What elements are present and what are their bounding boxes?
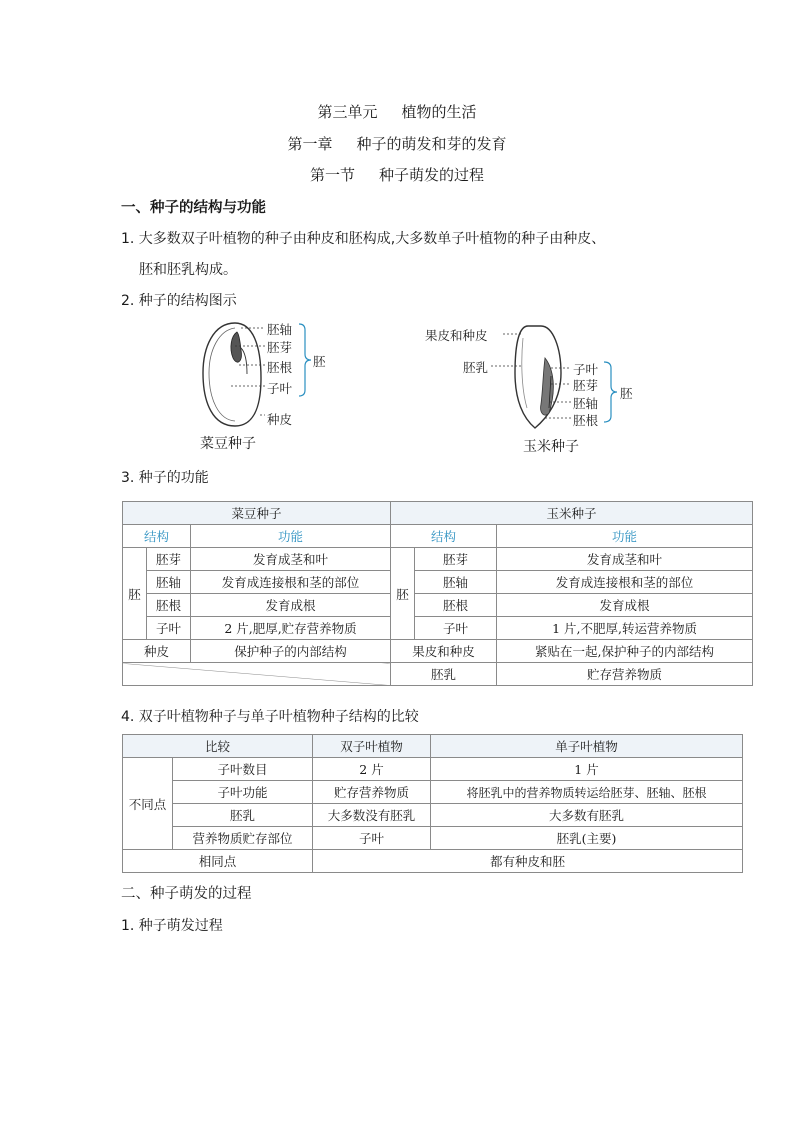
table-cell: 发育成根	[497, 594, 753, 617]
item4-text: 4. 双子叶植物种子与单子叶植物种子结构的比较	[121, 709, 419, 725]
table-cell: 种皮	[123, 640, 191, 663]
table-row	[123, 617, 753, 640]
empty-diagonal-cell	[123, 663, 391, 686]
corn-label-plumule: 胚芽	[573, 378, 599, 393]
table-cell: 发育成茎和叶	[497, 548, 753, 571]
table-cell: 果皮和种皮	[391, 640, 497, 663]
bean-seed-diagram	[195, 318, 345, 453]
part2-item1: 1. 种子萌发过程	[121, 918, 223, 934]
table-row	[123, 850, 743, 873]
table-row	[123, 502, 753, 525]
corn-label-cotyledon: 子叶	[573, 362, 599, 377]
table-cell: 发育成根	[191, 594, 391, 617]
table-cell: 营养物质贮存部位	[173, 827, 313, 850]
table-row	[123, 758, 743, 781]
table-cell: 胚芽	[147, 548, 191, 571]
table-cell: 大多数有胚乳	[431, 804, 743, 827]
item1-line2: 胚和胚乳构成。	[139, 262, 237, 278]
table-cell: 2 片	[313, 758, 431, 781]
bean-structure-header: 结构	[123, 525, 191, 548]
bean-function-header: 功能	[191, 525, 391, 548]
table-cell: 保护种子的内部结构	[191, 640, 391, 663]
table-cell: 胚乳	[391, 663, 497, 686]
bean-label-plumule: 胚芽	[267, 340, 293, 355]
table-cell: 紧贴在一起,保护种子的内部结构	[497, 640, 753, 663]
table-cell: 1 片	[431, 758, 743, 781]
table-cell: 发育成茎和叶	[191, 548, 391, 571]
corn-label-radicle: 胚根	[573, 413, 599, 428]
table-row	[123, 525, 753, 548]
seed-function-table	[122, 501, 753, 686]
corn-embryo-cell: 胚	[391, 548, 415, 640]
bean-label-cotyledon: 子叶	[267, 381, 293, 396]
table-row	[123, 804, 743, 827]
table-cell: 胚乳(主要)	[431, 827, 743, 850]
compare-header: 比较	[123, 735, 313, 758]
part2-heading: 二、种子萌发的过程	[121, 886, 252, 902]
corn-label-endosperm: 胚乳	[463, 360, 489, 375]
section-title: 第一节 种子萌发的过程	[309, 166, 485, 184]
bean-caption: 菜豆种子	[200, 436, 256, 452]
table-cell: 发育成连接根和茎的部位	[497, 571, 753, 594]
table-row	[123, 640, 753, 663]
table-cell: 2 片,肥厚,贮存营养物质	[191, 617, 391, 640]
table-row	[123, 571, 753, 594]
table-row	[123, 735, 743, 758]
bean-label-embryo: 胚	[313, 354, 326, 369]
table-cell: 胚根	[147, 594, 191, 617]
dicot-header: 双子叶植物	[313, 735, 431, 758]
table-cell: 贮存营养物质	[313, 781, 431, 804]
bean-label-coat: 种皮	[267, 412, 293, 427]
corn-caption: 玉米种子	[523, 439, 579, 455]
item3-text: 3. 种子的功能	[121, 470, 209, 486]
table-cell: 大多数没有胚乳	[313, 804, 431, 827]
table-cell: 胚轴	[415, 571, 497, 594]
difference-cell: 不同点	[123, 758, 173, 850]
table-cell: 胚乳	[173, 804, 313, 827]
corn-structure-header: 结构	[391, 525, 497, 548]
table-cell: 子叶功能	[173, 781, 313, 804]
same-cell: 相同点	[123, 850, 313, 873]
item1-line1: 1. 大多数双子叶植物的种子由种皮和胚构成,大多数单子叶植物的种子由种皮、	[121, 231, 606, 247]
comparison-table	[122, 734, 743, 873]
monocot-header: 单子叶植物	[431, 735, 743, 758]
corn-seed-diagram	[423, 318, 643, 458]
corn-header: 玉米种子	[391, 502, 753, 525]
corn-label-pericarp: 果皮和种皮	[425, 328, 488, 343]
bean-label-radicle: 胚根	[267, 360, 293, 375]
table-cell: 子叶	[147, 617, 191, 640]
bean-embryo-cell: 胚	[123, 548, 147, 640]
table-cell: 1 片,不肥厚,转运营养物质	[497, 617, 753, 640]
table-cell: 将胚乳中的营养物质转运给胚芽、胚轴、胚根	[431, 781, 743, 804]
same-text-cell: 都有种皮和胚	[313, 850, 743, 873]
table-cell: 胚芽	[415, 548, 497, 571]
table-cell: 发育成连接根和茎的部位	[191, 571, 391, 594]
table-row	[123, 827, 743, 850]
bean-label-hypocotyl: 胚轴	[267, 322, 293, 337]
table-row	[123, 781, 743, 804]
unit-title: 第三单元 植物的生活	[317, 103, 477, 121]
corn-label-hypocotyl: 胚轴	[573, 396, 599, 411]
table-row	[123, 594, 753, 617]
chapter-title: 第一章 种子的萌发和芽的发育	[287, 135, 507, 153]
table-row	[123, 548, 753, 571]
table-cell: 贮存营养物质	[497, 663, 753, 686]
table-cell: 子叶	[313, 827, 431, 850]
table-cell: 子叶数目	[173, 758, 313, 781]
table-cell: 胚根	[415, 594, 497, 617]
table-cell: 胚轴	[147, 571, 191, 594]
table-row	[123, 663, 753, 686]
corn-label-embryo: 胚	[620, 386, 633, 401]
bean-header: 菜豆种子	[123, 502, 391, 525]
item2-text: 2. 种子的结构图示	[121, 293, 237, 309]
corn-function-header: 功能	[497, 525, 753, 548]
table-cell: 子叶	[415, 617, 497, 640]
part1-heading: 一、种子的结构与功能	[121, 200, 266, 216]
